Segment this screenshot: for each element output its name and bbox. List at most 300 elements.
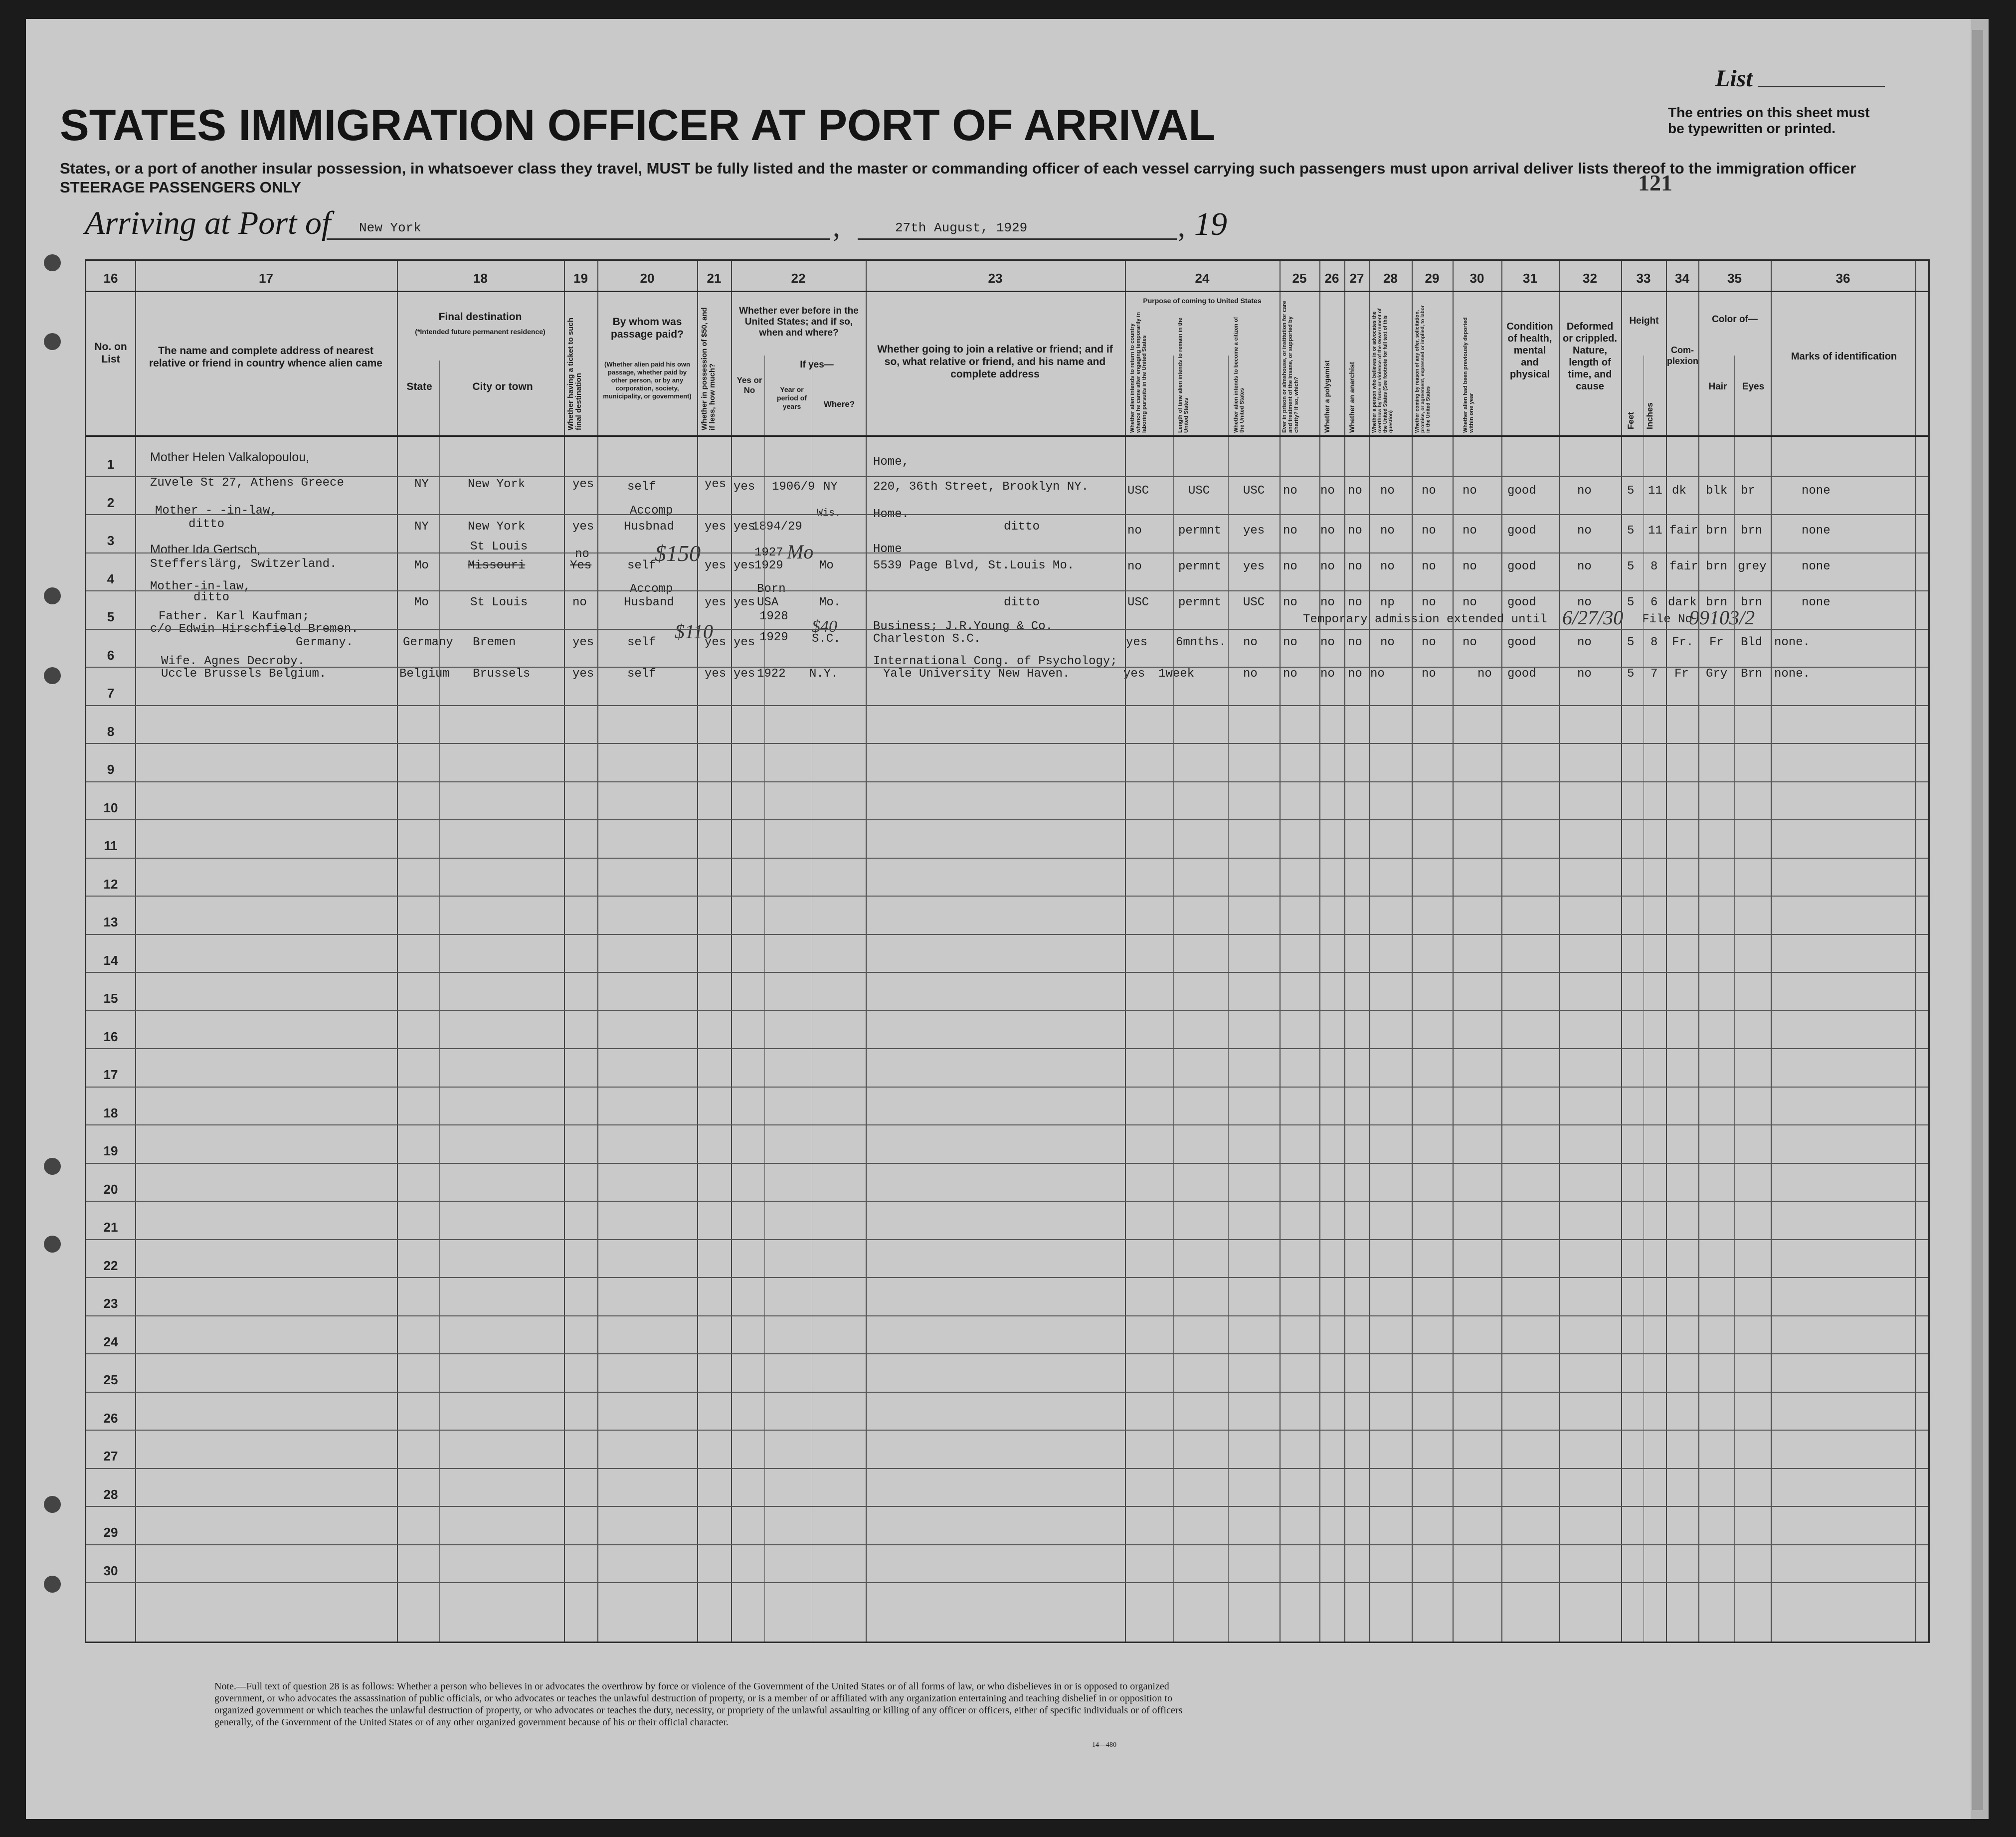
row-rule <box>86 1353 1928 1354</box>
row5-purpose-a: yes <box>1126 636 1148 649</box>
row5-money: yes <box>705 636 727 649</box>
row2-state: NY <box>414 520 429 534</box>
row2-purpose-a: no <box>1127 524 1142 538</box>
row2-city: New York <box>468 520 526 534</box>
row1-state: NY <box>414 478 429 491</box>
header-color-of: Color of— <box>1712 314 1758 325</box>
row5-q29: no <box>1422 636 1436 649</box>
row4-q26: no <box>1320 596 1335 609</box>
row6-feet: 5 <box>1627 667 1635 681</box>
binder-hole-icon <box>44 333 61 350</box>
subcolumn-rule <box>764 356 765 1642</box>
row1-inches: 11 <box>1648 484 1662 498</box>
row-rule <box>86 1124 1928 1125</box>
row6-purpose-c: no <box>1243 667 1258 681</box>
row3-years-1: 1927 <box>754 546 783 559</box>
column-number: 35 <box>1727 271 1742 286</box>
row3-purpose-b: permnt <box>1178 560 1222 573</box>
header-relative: The name and complete address of nearest relative or friend in country whence alien came <box>149 345 382 369</box>
row3-city-1: St Louis <box>470 540 528 553</box>
row-rule <box>86 934 1928 935</box>
row3-money: yes <box>705 559 727 572</box>
row2-inches: 11 <box>1648 524 1662 538</box>
column-number: 18 <box>473 271 488 286</box>
row5-city: Bremen <box>473 636 516 649</box>
row4-ticket: no <box>572 596 587 609</box>
sheet-number: 121 <box>1638 170 1672 195</box>
header-final-destination: Final destination <box>438 311 522 323</box>
row-rule <box>86 1087 1928 1088</box>
row5-relative-name: Father. Karl Kaufman; <box>159 610 310 623</box>
row2-q27: no <box>1348 524 1362 538</box>
column-rule <box>1319 261 1320 1642</box>
row3-paid: self <box>627 559 656 572</box>
row-number: 20 <box>103 1182 118 1197</box>
row4-q27: no <box>1348 596 1362 609</box>
row3-q28: no <box>1380 560 1395 573</box>
row6-where: N.Y. <box>809 667 838 681</box>
row-number: 7 <box>107 686 115 701</box>
row-number: 6 <box>107 648 115 663</box>
header-final-destination-note: (*Intended future permanent residence) <box>415 328 546 336</box>
row1-years: 1906/9 <box>772 480 815 494</box>
row1-deformed: no <box>1577 484 1592 498</box>
subcolumn-rule <box>1734 356 1735 1642</box>
header-polygamist: Whether a polygamist <box>1323 360 1331 433</box>
row6-marks: none. <box>1774 667 1811 681</box>
row4-feet: 5 <box>1627 596 1635 609</box>
row2-marks: none <box>1802 524 1831 538</box>
row-rule <box>86 1239 1928 1240</box>
row-number: 28 <box>103 1487 118 1502</box>
row5-paid: self <box>627 636 656 649</box>
row5-purpose-b: 6mnths. <box>1176 636 1226 649</box>
row3-ticket-1: no <box>575 548 589 561</box>
row3-health: good <box>1507 560 1536 573</box>
column-number: 17 <box>259 271 273 286</box>
header-before-us: Whether ever before in the United States; and if so, when and where? <box>739 306 859 338</box>
row1-q29: no <box>1422 484 1436 498</box>
subcolumn-rule <box>1173 356 1174 1642</box>
column-number: 36 <box>1835 271 1850 286</box>
column-number: 23 <box>988 271 1003 286</box>
header-hair: Hair <box>1708 381 1727 392</box>
header-money: Whether in possession of $50, and if less, how much? <box>700 307 717 430</box>
row4-q30: no <box>1463 596 1477 609</box>
row2-money: yes <box>705 520 727 534</box>
row-rule <box>86 1315 1928 1316</box>
header-city: City or town <box>472 381 533 392</box>
row5-before: yes <box>733 636 755 649</box>
row6-years: 1922 <box>757 667 786 681</box>
row-rule <box>86 476 1928 477</box>
row-number: 14 <box>103 953 118 968</box>
column-number: 30 <box>1469 271 1484 286</box>
row3-deformed: no <box>1577 560 1592 573</box>
column-number: 22 <box>791 271 806 286</box>
row1-q26: no <box>1320 484 1335 498</box>
row6-ticket: yes <box>572 667 594 681</box>
row5-deformed: no <box>1577 636 1592 649</box>
row2-deformed: no <box>1577 524 1592 538</box>
column-rule <box>1125 261 1126 1642</box>
row-number: 10 <box>103 800 118 815</box>
row2-eyes: brn <box>1741 524 1763 538</box>
row4-complexion: dark <box>1668 596 1697 609</box>
row-number: 3 <box>107 533 115 548</box>
row-rule <box>86 1201 1928 1202</box>
row2-join-1: Home. <box>873 508 910 521</box>
row-rule <box>86 1544 1928 1545</box>
column-number: 19 <box>573 271 588 286</box>
row-rule <box>86 1468 1928 1469</box>
row1-q30: no <box>1463 484 1477 498</box>
column-rule <box>1666 261 1667 1642</box>
row5-q26: no <box>1320 636 1335 649</box>
header-eyes: Eyes <box>1742 381 1765 392</box>
header-deformed: Deformed or crippled. Nature, length of time, and cause <box>1563 321 1617 392</box>
row3-join-1: Home <box>873 543 902 556</box>
row-rule <box>86 1010 1928 1011</box>
row1-city: New York <box>468 478 526 491</box>
binder-hole-icon <box>44 667 61 684</box>
row5-where: S.C. <box>812 632 841 646</box>
row2-join-2: ditto <box>1004 520 1040 534</box>
column-number: 29 <box>1425 271 1440 286</box>
column-rule <box>1621 261 1622 1642</box>
form-code: 14—480 <box>1092 1741 1116 1749</box>
header-purpose-c: Whether alien intends to become a citizen of the United States <box>1233 317 1245 433</box>
row1-where: NY <box>823 480 838 494</box>
row5-annotation-date: 6/27/30 <box>1562 606 1624 629</box>
row-number: 19 <box>103 1143 118 1158</box>
row-number: 26 <box>103 1411 118 1426</box>
row3-state: Mo <box>414 559 429 572</box>
row5-annotation: Temporary admission extended until <box>1303 613 1547 626</box>
steerage-label: STEERAGE PASSENGERS ONLY <box>60 179 302 196</box>
row4-purpose-a: USC <box>1127 596 1149 609</box>
row5-q25: no <box>1283 636 1297 649</box>
row-rule <box>86 1277 1928 1278</box>
row2-purpose-c: yes <box>1243 524 1265 538</box>
header-paid-by-note: (Whether alien paid his own passage, whether paid by other person, or by any corporation, society, municipality, or government) <box>603 361 692 400</box>
row1-health: good <box>1507 484 1536 498</box>
manifest-table <box>85 259 1930 1643</box>
header-yes-or-no: Yes or No <box>736 375 762 395</box>
row1-q27: no <box>1348 484 1362 498</box>
header-inches: Inches <box>1645 402 1654 429</box>
row5-file-label: File No <box>1642 613 1692 626</box>
column-rule <box>1698 261 1699 1642</box>
row1-purpose-c: USC <box>1243 484 1265 498</box>
row3-join-2: 5539 Page Blvd, St.Louis Mo. <box>873 559 1075 572</box>
row2-before: yes <box>733 520 755 534</box>
row4-paid-1: Accomp <box>630 582 673 596</box>
row4-where: Mo. <box>819 596 841 609</box>
row-number: 2 <box>107 495 115 510</box>
row-rule <box>86 1392 1928 1393</box>
header-no-on-list: No. on List <box>94 341 127 365</box>
row5-q30: no <box>1463 636 1477 649</box>
row2-q29: no <box>1422 524 1436 538</box>
row1-relative-address: Zuvele St 27, Athens Greece <box>150 476 344 490</box>
page-edge <box>1972 30 1983 1810</box>
column-number: 31 <box>1523 271 1537 286</box>
row3-money-handwritten: $150 <box>655 541 701 566</box>
row1-paid: self <box>627 480 656 494</box>
column-rule <box>1771 261 1772 1642</box>
row-rule <box>86 1048 1928 1049</box>
row5-hair: Fr <box>1709 636 1724 649</box>
row4-relative-address: ditto <box>193 591 230 604</box>
row-rule <box>86 781 1928 782</box>
row6-complexion: Fr <box>1674 667 1689 681</box>
arriving-label: Arriving at Port of <box>85 205 331 241</box>
row5-years-1: 1928 <box>759 610 788 623</box>
row5-join-1: Business; J.R.Young & Co. <box>873 620 1053 633</box>
row2-ticket: yes <box>572 520 594 534</box>
row3-q26: no <box>1320 560 1335 573</box>
row4-state: Mo <box>414 596 429 609</box>
binder-hole-icon <box>44 1496 61 1513</box>
row-number: 30 <box>103 1563 118 1578</box>
row5-q28: no <box>1380 636 1395 649</box>
row-number: 21 <box>103 1220 118 1235</box>
row3-feet: 5 <box>1627 560 1635 573</box>
column-rule <box>1453 261 1454 1642</box>
row3-city-2: Missouri <box>468 559 526 572</box>
row5-state: Germany <box>403 636 453 649</box>
row6-inches: 7 <box>1650 667 1658 681</box>
row5-marks: none. <box>1774 636 1811 649</box>
subcolumn-rule <box>1228 356 1229 1642</box>
row1-join-1: Home, <box>873 455 910 469</box>
header-ticket: Whether having a ticket to such final destination <box>566 318 583 430</box>
column-rule <box>397 261 398 1642</box>
row1-q28: no <box>1380 484 1395 498</box>
header-purpose: Purpose of coming to United States <box>1143 297 1262 305</box>
row2-q25: no <box>1283 524 1297 538</box>
row3-years-2: 1929 <box>754 559 783 572</box>
row1-hair: blk <box>1706 484 1728 498</box>
row4-join: ditto <box>1004 596 1040 609</box>
header-marks: Marks of identification <box>1791 351 1897 362</box>
row5-file-number: 99103/2 <box>1689 606 1755 629</box>
row2-paid-2: Husbnad <box>624 520 674 534</box>
row6-q29: no <box>1422 667 1436 681</box>
header-purpose-a: Whether alien intends to return to country whence he came after engaging temporarily in laboring pursuits in the United States <box>1129 312 1147 433</box>
header-prison: Ever in prison or almshouse, or institution for care and treatment of the insane, or supported by charity? If so, which? <box>1282 301 1299 433</box>
header-q30: Whether alien had been previously deported within one year <box>1463 317 1474 433</box>
column-rule <box>564 261 565 1642</box>
row-number: 17 <box>103 1067 118 1082</box>
row4-deformed: no <box>1577 596 1592 609</box>
row-number: 12 <box>103 877 118 892</box>
row4-inches: 6 <box>1650 596 1658 609</box>
header-if-yes: If yes— <box>800 360 834 370</box>
column-number: 26 <box>1324 271 1339 286</box>
row-rule <box>86 667 1928 668</box>
row4-money: yes <box>705 596 727 609</box>
row1-relative-name: Mother Helen Valkalopoulou, <box>150 450 310 464</box>
row-number: 22 <box>103 1258 118 1273</box>
column-number: 20 <box>640 271 655 286</box>
column-number: 33 <box>1636 271 1651 286</box>
row6-q25: no <box>1283 667 1297 681</box>
row6-join-2: Yale University New Haven. <box>883 667 1070 681</box>
binder-hole-icon <box>44 254 61 271</box>
row2-q30: no <box>1463 524 1477 538</box>
row-number: 23 <box>103 1296 118 1311</box>
row4-paid-2: Husband <box>624 596 674 609</box>
row2-where: Wis. <box>817 508 841 519</box>
column-rule <box>1412 261 1413 1642</box>
row5-join-2: Charleston S.C. <box>873 632 981 646</box>
form-title: STATES IMMIGRATION OFFICER AT PORT OF ARRIVAL <box>60 100 1216 150</box>
row1-join-2: 220, 36th Street, Brooklyn NY. <box>873 480 1089 494</box>
header-joining: Whether going to join a relative or friend; and if so, what relative or friend, and his name and complete address <box>877 344 1113 380</box>
list-number-line <box>1758 86 1885 87</box>
row4-years-1: Born <box>757 582 786 596</box>
row6-before: yes <box>733 667 755 681</box>
row3-q29: no <box>1422 560 1436 573</box>
row2-health: good <box>1507 524 1536 538</box>
row4-q25: no <box>1283 596 1297 609</box>
row-rule <box>86 514 1928 515</box>
row4-before: yes <box>733 596 755 609</box>
row6-relative-address: Uccle Brussels Belgium. <box>161 667 327 681</box>
row-number: 8 <box>107 724 115 739</box>
row3-eyes: grey <box>1738 560 1767 573</box>
row3-before: yes <box>733 559 755 572</box>
column-number: 27 <box>1349 271 1364 286</box>
header-height: Height <box>1629 316 1659 326</box>
row5-relative-address: c/o Edwin Hirschfield Bremen. <box>150 622 359 636</box>
row3-q25: no <box>1283 560 1297 573</box>
column-number: 28 <box>1383 271 1398 286</box>
header-where: Where? <box>823 399 855 409</box>
row4-marks: none <box>1802 596 1831 609</box>
row2-feet: 5 <box>1627 524 1635 538</box>
entries-note: The entries on this sheet must be typewritten or printed. <box>1668 105 1870 136</box>
port-value: New York <box>359 220 421 235</box>
row2-relative-address: ditto <box>188 518 225 531</box>
row4-relative-name: Mother-in-law, <box>150 580 251 593</box>
row-number: 5 <box>107 609 115 624</box>
row5-ticket: yes <box>572 636 594 649</box>
row-rule <box>86 552 1928 553</box>
row5-purpose-c: no <box>1243 636 1258 649</box>
column-number: 16 <box>103 271 118 286</box>
row1-marks: none <box>1802 484 1831 498</box>
row6-purpose-a: yes <box>1123 667 1145 681</box>
row-number: 18 <box>103 1105 118 1120</box>
row3-inches: 8 <box>1650 560 1658 573</box>
row3-complexion: fair <box>1669 560 1698 573</box>
row-rule <box>86 743 1928 744</box>
row1-q25: no <box>1283 484 1297 498</box>
row4-city: St Louis <box>470 596 528 609</box>
row5-health: good <box>1507 636 1536 649</box>
row-rule <box>86 291 1928 292</box>
column-rule <box>1559 261 1560 1642</box>
row-rule <box>86 858 1928 859</box>
row1-money: yes <box>705 478 727 491</box>
row6-money: yes <box>705 667 727 681</box>
comma: , <box>1178 210 1185 243</box>
row-number: 1 <box>107 457 115 472</box>
row-number: 15 <box>103 991 118 1006</box>
port-line <box>327 238 830 240</box>
binder-hole-icon <box>44 1158 61 1175</box>
header-q29: Whether coming by reason of any offer, solicitation, promise, or agreement, expressed or implied, to labor in the United States <box>1415 305 1431 433</box>
header-complexion: Com-plexion <box>1667 345 1699 366</box>
row3-marks: none <box>1802 560 1831 573</box>
date-line <box>858 238 1177 240</box>
row6-q30: no <box>1477 667 1492 681</box>
row3-where-handwritten: Mo <box>787 541 814 563</box>
row-number: 4 <box>107 571 115 586</box>
row5-complexion: Fr. <box>1672 636 1694 649</box>
row-number: 11 <box>104 838 118 853</box>
column-rule <box>1344 261 1345 1642</box>
row-rule <box>86 819 1928 820</box>
row2-years: 1894/29 <box>752 520 802 534</box>
row-rule <box>86 1582 1928 1583</box>
column-rule <box>1915 261 1916 1642</box>
binder-hole-icon <box>44 1576 61 1593</box>
row4-hair: brn <box>1706 596 1728 609</box>
row-number: 27 <box>103 1449 118 1464</box>
row-number: 9 <box>107 762 115 777</box>
row4-q28: np <box>1380 596 1395 609</box>
row3-where: Mo <box>819 559 834 572</box>
row3-q30: no <box>1463 560 1477 573</box>
header-health: Condition of health, mental and physical <box>1506 321 1553 380</box>
binder-hole-icon <box>44 587 61 604</box>
row2-paid-1: Accomp <box>630 504 673 518</box>
row4-eyes: brn <box>1741 596 1763 609</box>
row5-feet: 5 <box>1627 636 1635 649</box>
row3-purpose-c: yes <box>1243 560 1265 573</box>
year-prefix: 19 <box>1194 206 1227 242</box>
row-rule <box>86 705 1928 706</box>
row-rule <box>86 1506 1928 1507</box>
row6-eyes: Brn <box>1741 667 1763 681</box>
row2-hair: brn <box>1706 524 1728 538</box>
row6-health: good <box>1507 667 1536 681</box>
column-number: 21 <box>707 271 722 286</box>
column-rule <box>1501 261 1502 1642</box>
row5-inches: 8 <box>1650 636 1658 649</box>
row6-city: Brussels <box>473 667 531 681</box>
column-number: 25 <box>1292 271 1307 286</box>
row4-purpose-b: permnt <box>1178 596 1222 609</box>
row3-relative-address: Stefferslärg, Switzerland. <box>150 557 337 571</box>
header-anarchist: Whether an anarchist <box>1348 362 1356 433</box>
row2-q26: no <box>1320 524 1335 538</box>
header-year-period: Year or period of years <box>777 385 807 410</box>
row-number: 24 <box>103 1334 118 1349</box>
row5-q27: no <box>1348 636 1362 649</box>
row6-relative-name: Wife. Agnes Decroby. <box>161 655 305 668</box>
footnote-q28: Note.—Full text of question 28 is as follows: Whether a person who believes in or advocates the overthrow by force or violence of the Government of the United States or of all forms of law, or who disbelieves in or is opposed to organized government, or who advocates the assassination of public officials, or who advocates or teaches the unlawful destruction of property, or is a member of or affiliated with any organization entertaining and teaching disbelief in or opposition to organized government or which teaches the unlawful destruction of property, or who advocates or teaches the duty, necessity, or propriety of the unlawful assaulting or killing of any officer or officers, either of specific individuals or of officers generally, of the Government of the United States or of any other organized government because of his or their official character. <box>214 1681 1183 1728</box>
header-paid-by: By whom was passage paid? <box>611 316 684 340</box>
row1-purpose-a: USC <box>1127 484 1149 498</box>
row3-purpose-a: no <box>1127 560 1142 573</box>
row-rule <box>86 1430 1928 1431</box>
row-number: 25 <box>103 1372 118 1387</box>
